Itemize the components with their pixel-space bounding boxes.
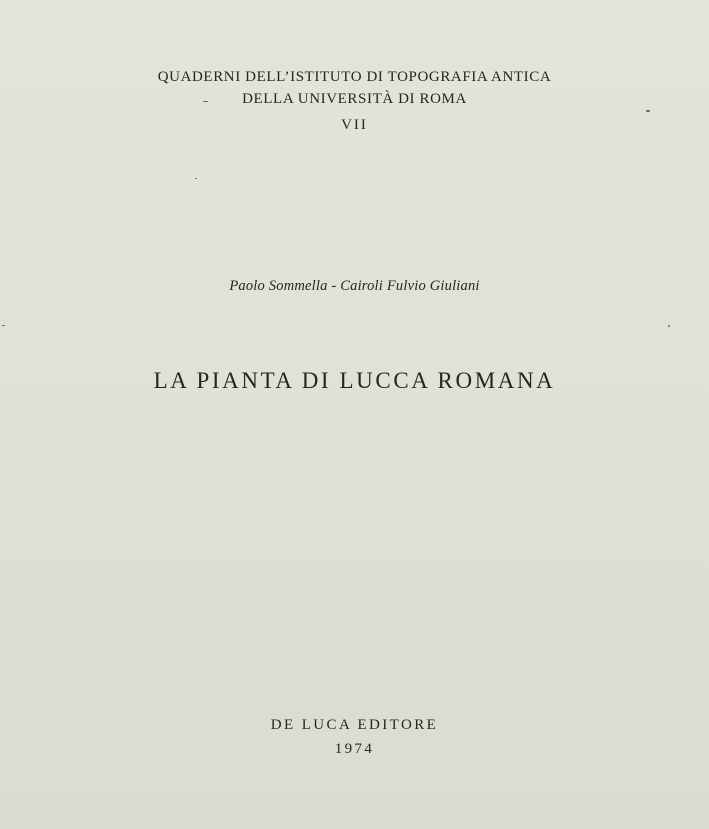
scan-speck (195, 178, 197, 179)
series-header (0, 66, 709, 136)
scan-speck (668, 325, 670, 327)
publisher-name: DE LUCA EDITORE (270, 717, 439, 733)
authors: Paolo Sommella - Cairoli Fulvio Giuliani (229, 278, 480, 294)
publisher-block (0, 713, 709, 761)
scan-speck (203, 101, 208, 102)
series-title-line1: QUADERNI DELL’ISTITUTO DI TOPOGRAFIA ANTICA (157, 69, 552, 85)
scan-speck (2, 325, 5, 326)
volume-number: VII (341, 117, 368, 133)
series-title-line2: DELLA UNIVERSITÀ DI ROMA (242, 91, 467, 107)
book-title: LA PIANTA DI LUCCA ROMANA (153, 368, 556, 393)
publication-year: 1974 (334, 741, 375, 757)
scan-speck (646, 110, 650, 112)
